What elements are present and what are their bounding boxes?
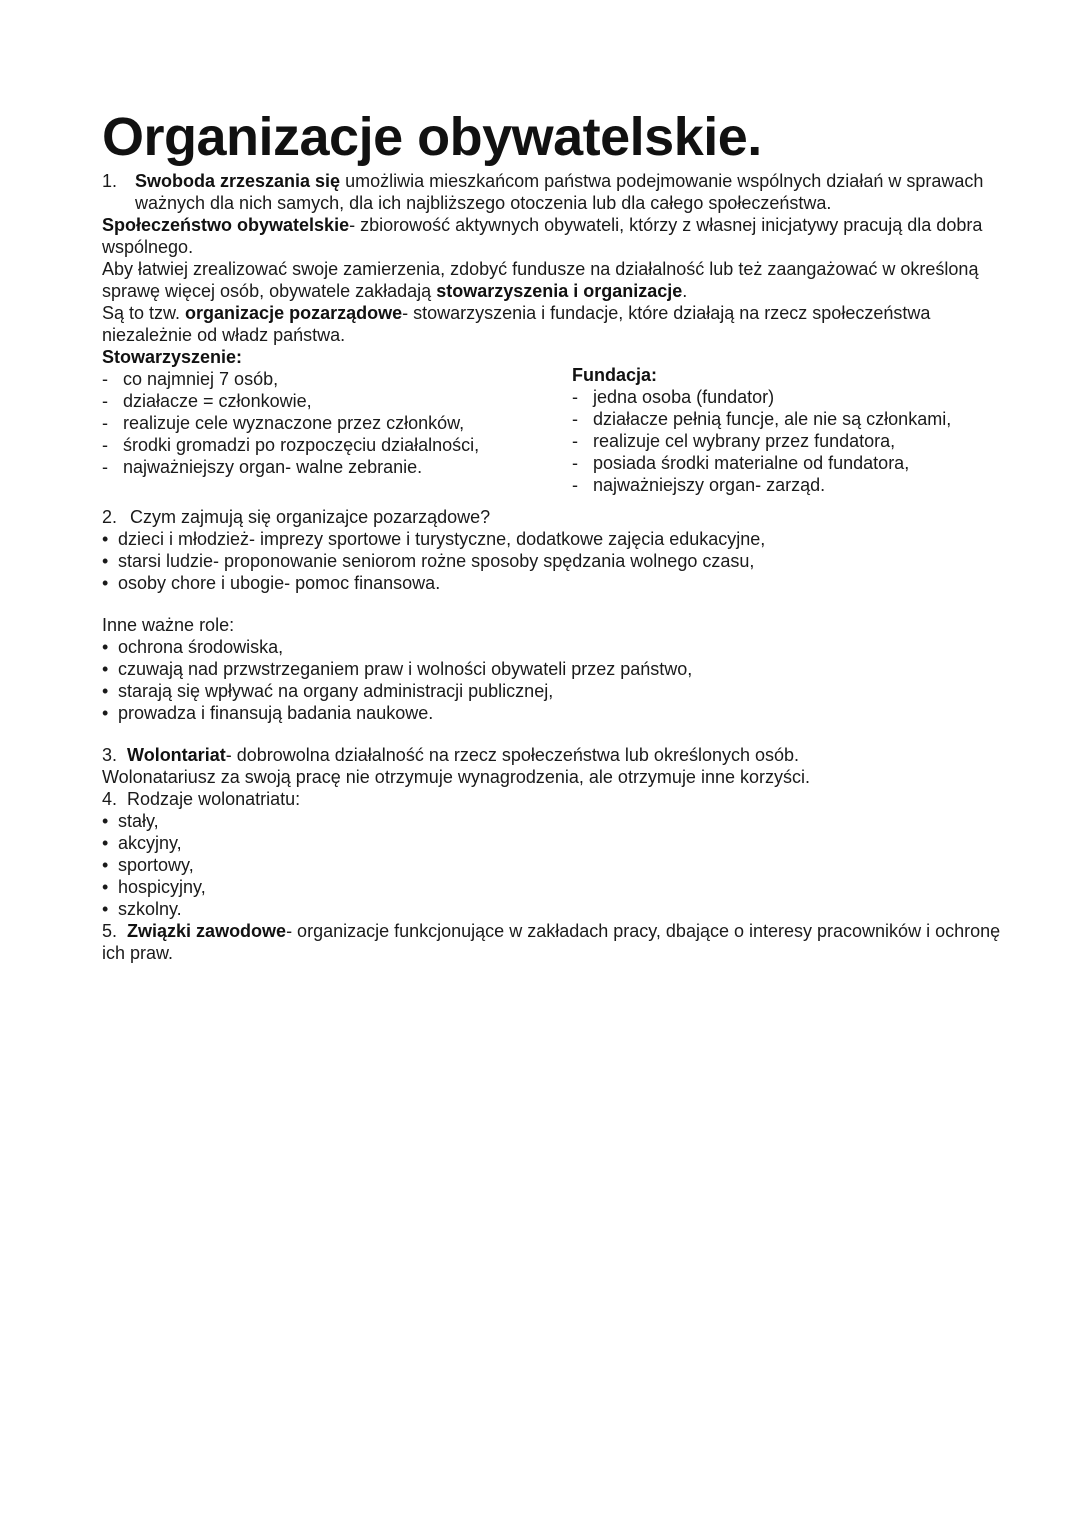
section-1 (102, 170, 1002, 214)
list-item (102, 898, 1002, 920)
bullet-marker: • (102, 811, 109, 831)
section-4 (102, 788, 1002, 810)
list-item (102, 412, 572, 434)
civil-society-paragraph (102, 214, 1002, 258)
list-item (102, 390, 572, 412)
bullet-marker: • (102, 681, 109, 701)
list-item (102, 368, 572, 390)
section-1-text (135, 170, 1002, 214)
dash-marker: - (572, 431, 578, 451)
associations-text: Aby łatwiej zrealizować swoje zamierzenia, zdobyć fundusze na działalność lub też zaangażować w określoną sprawę więcej osób, obywatele zakładają (102, 259, 979, 301)
section-1-number: 1. (102, 171, 118, 191)
list-item (572, 474, 1002, 496)
section-3-definition: - dobrowolna działalność na rzecz społeczeństwa lub określonych osób. (225, 745, 800, 765)
section-3-line2: Wolonatariusz za swoją pracę nie otrzymuje wynagrodzenia, ale otrzymuje inne korzyści. (102, 767, 810, 787)
ngo-definition: - stowarzyszenia i fundacje, które działają na rzecz społeczeństwa niezależnie od władz państwa. (102, 303, 931, 345)
list-item-text: hospicyjny, (118, 877, 206, 897)
civil-society-term: Społeczeństwo obywatelskie (102, 215, 350, 235)
list-item (572, 386, 1002, 408)
bullet-marker: • (102, 855, 109, 875)
comparison-columns (102, 346, 1002, 496)
ngo-paragraph (102, 302, 1002, 346)
dash-marker: - (572, 475, 578, 495)
list-item-text: najważniejszy organ- zarząd. (593, 475, 826, 495)
section-4-number: 4. (102, 789, 118, 809)
fundacja-column (572, 346, 1002, 496)
list-item (102, 876, 1002, 898)
section-5-definition: - organizacje funkcjonujące w zakładach pracy, dbające o interesy pracowników i ochronę ich praw. (102, 921, 1001, 963)
list-item (102, 702, 1002, 724)
list-item (102, 572, 1002, 594)
list-item-text: osoby chore i ubogie- pomoc finansowa. (118, 573, 441, 593)
dash-marker: - (102, 391, 108, 411)
list-item (102, 550, 1002, 572)
list-item (102, 528, 1002, 550)
list-item (102, 658, 1002, 680)
dash-marker: - (572, 387, 578, 407)
bullet-marker: • (102, 899, 109, 919)
list-item (102, 810, 1002, 832)
section-3 (102, 744, 1002, 766)
list-item-text: dzieci i młodzież- imprezy sportowe i turystyczne, dodatkowe zajęcia edukacyjne, (118, 529, 766, 549)
bullet-marker: • (102, 659, 109, 679)
list-item-text: realizuje cel wybrany przez fundatora, (593, 431, 896, 451)
list-item-text: sportowy, (118, 855, 194, 875)
list-item-text: akcyjny, (118, 833, 182, 853)
dash-marker: - (572, 409, 578, 429)
list-item-text: szkolny. (118, 899, 182, 919)
list-item-text: realizuje cele wyznaczone przez członków, (123, 413, 465, 433)
section-1-term: Swoboda zrzeszania się (135, 171, 341, 191)
associations-term: stowarzyszenia i organizacje (436, 281, 683, 301)
dash-marker: - (102, 369, 108, 389)
dash-marker: - (102, 457, 108, 477)
list-item-text: starsi ludzie- proponowanie seniorom rożne sposoby spędzania wolnego czasu, (118, 551, 755, 571)
section-4-heading: Rodzaje wolonatriatu: (127, 789, 301, 809)
section-5-number: 5. (102, 921, 118, 941)
list-item (102, 854, 1002, 876)
bullet-marker: • (102, 529, 109, 549)
ngo-term: organizacje pozarządowe (185, 303, 403, 323)
other-roles-heading: Inne ważne role: (102, 615, 235, 635)
list-item-text: co najmniej 7 osób, (123, 369, 279, 389)
section-1-definition: umożliwia mieszkańcom państwa podejmowanie wspólnych działań w sprawach ważnych dla nich samych, dla ich najbliższego otoczenia lub dla całego społeczeństwa. (135, 171, 984, 213)
list-item (572, 408, 1002, 430)
bullet-marker: • (102, 551, 109, 571)
associations-paragraph (102, 258, 1002, 302)
stowarzyszenie-column (102, 346, 572, 496)
section-3-term: Wolontariat (127, 745, 226, 765)
list-item-text: ochrona środowiska, (118, 637, 284, 657)
list-item-text: działacze = członkowie, (123, 391, 312, 411)
dash-marker: - (572, 453, 578, 473)
section-3-number: 3. (102, 745, 118, 765)
section-2 (102, 506, 1002, 528)
bullet-marker: • (102, 637, 109, 657)
page-title: Organizacje obywatelskie. (102, 107, 762, 167)
section-2-number: 2. (102, 507, 118, 527)
section-5-term: Związki zawodowe (127, 921, 287, 941)
fundacja-heading: Fundacja: (572, 365, 658, 385)
bullet-marker: • (102, 703, 109, 723)
bullet-marker: • (102, 833, 109, 853)
list-item (102, 434, 572, 456)
bullet-marker: • (102, 877, 109, 897)
list-item-text: środki gromadzi po rozpoczęciu działalności, (123, 435, 480, 455)
list-item-text: najważniejszy organ- walne zebranie. (123, 457, 423, 477)
list-item (102, 832, 1002, 854)
list-item (102, 680, 1002, 702)
list-item (572, 452, 1002, 474)
document-body (102, 170, 1002, 964)
dash-marker: - (102, 435, 108, 455)
section-2-question: Czym zajmują się organizajce pozarządowe? (130, 507, 491, 527)
list-item-text: posiada środki materialne od fundatora, (593, 453, 910, 473)
list-item (102, 636, 1002, 658)
list-item-text: starają się wpływać na organy administracji publicznej, (118, 681, 554, 701)
bullet-marker: • (102, 573, 109, 593)
stowarzyszenie-heading: Stowarzyszenie: (102, 347, 243, 367)
associations-end: . (682, 281, 688, 301)
list-item (102, 456, 572, 478)
ngo-intro: Są to tzw. (102, 303, 186, 323)
list-item-text: działacze pełnią funcje, ale nie są członkami, (593, 409, 952, 429)
list-item (572, 430, 1002, 452)
section-5 (102, 920, 1002, 964)
list-item-text: stały, (118, 811, 159, 831)
list-item-text: jedna osoba (fundator) (593, 387, 775, 407)
list-item-text: prowadza i finansują badania naukowe. (118, 703, 434, 723)
list-item-text: czuwają nad przwstrzeganiem praw i wolności obywateli przez państwo, (118, 659, 693, 679)
civil-society-definition: - zbiorowość aktywnych obywateli, którzy z własnej inicjatywy pracują dla dobra wspólnego. (102, 215, 983, 257)
dash-marker: - (102, 413, 108, 433)
